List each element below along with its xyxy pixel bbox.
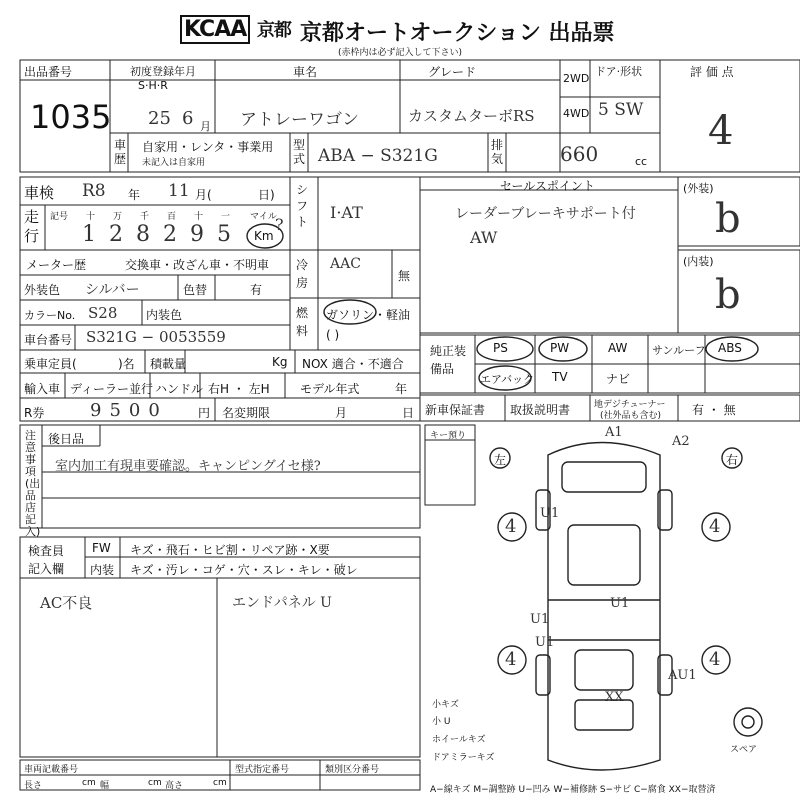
model-label: 型式	[293, 138, 306, 166]
mileage-digit-2: 8	[136, 222, 150, 247]
chassis-value: S321G − 0053559	[86, 328, 226, 346]
sales-points-label: セールスポイント	[500, 179, 595, 193]
diagram-right: 右	[726, 453, 739, 467]
keys-label: キー預り	[430, 431, 467, 441]
mileage-unit-5: 一	[221, 212, 231, 222]
mileage-digit-5: 5	[217, 222, 231, 247]
grade-value: カスタムターボRS	[408, 107, 535, 125]
exterior-color-label: 外装色	[24, 283, 61, 297]
history-label: 車歴	[114, 138, 127, 166]
legend-small-scratch: 小キズ	[432, 700, 459, 710]
manual-label: 取扱説明書	[510, 403, 571, 417]
model-year-label: モデル年式	[300, 382, 360, 396]
mark-u1-b: U1	[610, 596, 630, 611]
equipment-pw: PW	[550, 341, 570, 355]
mark-a2: A2	[672, 434, 690, 449]
inspector-fw: FW	[92, 541, 111, 555]
shift-value: I·AT	[330, 203, 363, 222]
recycle-unit: 円	[198, 406, 211, 420]
type-no-label: 型式指定番号	[235, 765, 290, 775]
evaluation-label: 評 価 点	[690, 65, 734, 79]
name-change-day: 日	[402, 406, 415, 420]
chassis-label: 車台番号	[24, 333, 73, 347]
form-title: 京都オートオークション 出品票	[300, 21, 615, 46]
notes-title: 後日品	[48, 432, 85, 446]
load-unit: Kg	[272, 355, 288, 369]
interior-color-label: 内装色	[146, 308, 183, 322]
capacity-label: 乗車定員(	[24, 357, 77, 371]
inspector-fw-items: キズ・飛石・ヒビ割・リペア跡・X要	[130, 543, 330, 557]
inspector-label: 検査員記入欄	[28, 544, 65, 576]
mark-u1-c: U1	[530, 612, 550, 627]
exterior-grade-value: b	[715, 196, 741, 242]
import-label: 輸入車	[24, 382, 61, 396]
width-unit: cm	[148, 778, 162, 788]
capacity-unit: )名	[118, 357, 135, 371]
length-unit: cm	[82, 778, 96, 788]
equipment-navi: ナビ	[606, 372, 631, 386]
drive-4wd: 4WD	[563, 107, 590, 120]
equipment-sunroof: サンルーフ	[652, 344, 706, 357]
interior-grade-label: (内装)	[683, 255, 714, 268]
tire-mark-fr: 4	[709, 516, 721, 537]
diagram-left: 左	[494, 453, 507, 467]
recycle-value: 9500	[90, 400, 168, 421]
doors-value: 5 SW	[598, 100, 644, 120]
doors-label: ドア·形状	[595, 65, 643, 78]
drive-2wd: 2WD	[563, 72, 590, 85]
first-reg-month: 6	[182, 108, 194, 129]
interior-grade-value: b	[715, 272, 741, 318]
nox-options: NOX 適合・不適合	[302, 357, 404, 371]
aircon-value: AAC	[330, 256, 361, 272]
mark-xx: XX	[605, 690, 624, 705]
fuel-label: 燃料	[296, 306, 309, 338]
tire-mark-rr: 4	[709, 649, 721, 670]
mileage-km: Km	[254, 229, 274, 243]
first-reg-era: S·H·R	[138, 79, 168, 92]
form-subtitle: (赤枠内は必ず記入して下さい)	[338, 48, 463, 58]
mileage-extra: ?	[275, 215, 284, 234]
mark-u1-a: U1	[540, 506, 560, 521]
legend-codes: A−線キズ M−調整跡 U−凹み W−補修跡 S−サビ C−腐食 XX−取替済	[430, 785, 716, 795]
width-label: 幅	[100, 781, 110, 791]
fuel-value: ガソリン・軽油	[326, 308, 411, 322]
displacement-label: 排気	[491, 138, 504, 166]
mileage-unit-4: 十	[194, 212, 204, 222]
height-label: 高さ	[165, 781, 184, 791]
class-no-label: 類別区分番号	[325, 765, 380, 775]
car-name-label: 車名	[293, 65, 318, 79]
history-options: 自家用・レンタ・事業用	[142, 140, 274, 154]
docs-availability: 有 ・ 無	[692, 403, 736, 417]
displacement-unit: cc	[635, 155, 648, 168]
logo	[180, 16, 291, 42]
paint-change-value: 有	[250, 283, 263, 297]
evaluation-score: 4	[708, 108, 734, 154]
inspector-in: 内装	[90, 563, 115, 577]
model-value: ABA − S321G	[318, 146, 438, 166]
exterior-grade-label: (外装)	[683, 182, 714, 195]
meter-label: メーター歴	[26, 258, 87, 272]
mark-u1-d: U1	[535, 635, 555, 650]
inspector-note-right: エンドパネル U	[232, 595, 332, 611]
length-label: 長さ	[24, 781, 43, 791]
legend-mirror-scratch: ドアミラーキズ	[432, 753, 495, 763]
lot-number: 1035	[30, 98, 112, 136]
inspector-note-left: AC不良	[40, 594, 93, 612]
name-change-label: 名変期限	[222, 406, 271, 420]
sales-point-line-2: AW	[470, 228, 498, 247]
mileage-unit-2: 千	[140, 212, 150, 222]
load-label: 積載量	[150, 357, 187, 371]
mileage-digit-4: 9	[190, 222, 204, 247]
mileage-unit-1: 万	[113, 212, 123, 222]
handle-options: 右H ・ 左H	[208, 382, 270, 396]
mileage-digit-3: 2	[163, 222, 177, 247]
mark-a1: A1	[605, 425, 623, 440]
tuner-label: 地デジチューナー	[594, 400, 666, 410]
car-name-value: アトレーワゴン	[240, 110, 359, 130]
fuel-paren: ( )	[326, 328, 340, 342]
meter-options: 交換車・改ざん車・不明車	[125, 258, 270, 272]
first-reg-month-label: 月	[200, 120, 211, 133]
mileage-unit-0: 十	[86, 212, 96, 222]
logo-sub: 京都	[256, 20, 291, 41]
mileage-digit-1: 2	[109, 222, 123, 247]
aircon-none: 無	[398, 269, 411, 283]
color-no-label: カラーNo.	[24, 309, 76, 322]
height-unit: cm	[213, 778, 227, 788]
notes-text: 室内加工有現車要確認。キャンピングイセ様?	[55, 459, 321, 474]
mileage-label: 走行	[24, 208, 40, 245]
aircon-label: 冷房	[296, 258, 309, 290]
inspection-day-label: 日)	[258, 188, 275, 202]
exterior-color-value: シルバー	[85, 282, 140, 298]
tire-mark-rl: 4	[505, 649, 517, 670]
handle-label: ハンドル	[155, 382, 204, 396]
color-no-value: S28	[88, 304, 118, 322]
tuner-note: (社外品も含む)	[600, 411, 662, 421]
mileage-unit-label: マイル	[250, 212, 277, 222]
legend-small-dent: 小 U	[432, 717, 451, 727]
car-diagram	[247, 224, 762, 770]
warranty-label: 新車保証書	[425, 403, 486, 417]
mileage-digit-0: 1	[82, 222, 96, 247]
mileage-sub: 記号	[50, 212, 69, 222]
reg-no-label: 車両記載番号	[24, 765, 79, 775]
dealer-label: ディーラー並行	[70, 382, 154, 396]
spare-label: スペア	[730, 745, 758, 755]
notes-label: 注意事項(出品店記入)	[25, 429, 41, 538]
history-note: 未記入は自家用	[142, 158, 206, 168]
lot-label: 出品番号	[24, 65, 73, 79]
name-change-month: 月	[335, 406, 348, 420]
sales-point-line-1: レーダーブレーキサポート付	[455, 206, 636, 222]
logo-text: KCAA	[180, 15, 250, 44]
equipment-label: 純正装備品	[430, 344, 467, 376]
displacement-value: 660	[560, 142, 599, 166]
first-reg-label: 初度登録年月	[130, 65, 196, 78]
equipment-airbag: エアバック	[480, 373, 535, 386]
equipment-abs: ABS	[718, 341, 742, 355]
first-reg-year: 25	[148, 108, 171, 129]
equipment-aw: AW	[608, 341, 628, 355]
shift-label: シフト	[296, 183, 309, 229]
recycle-label: R券	[24, 406, 45, 420]
tire-mark-fl: 4	[505, 516, 517, 537]
legend-wheel-scratch: ホイールキズ	[432, 735, 486, 745]
inspection-month-label: 月(	[195, 188, 212, 202]
equipment-tv: TV	[552, 370, 568, 384]
mileage-unit-3: 百	[167, 212, 177, 222]
model-year-unit: 年	[395, 382, 408, 396]
grade-label: グレード	[428, 65, 477, 79]
inspection-year-label: 年	[128, 188, 141, 202]
inspection-label: 車検	[24, 184, 55, 202]
paint-change-label: 色替	[183, 283, 208, 297]
inspector-in-items: キズ・汚レ・コゲ・穴・スレ・キレ・破レ	[130, 563, 358, 577]
mark-au1: AU1	[668, 668, 697, 683]
inspection-value: R8	[82, 181, 106, 201]
inspection-month: 11	[168, 181, 190, 201]
equipment-ps: PS	[493, 341, 508, 355]
